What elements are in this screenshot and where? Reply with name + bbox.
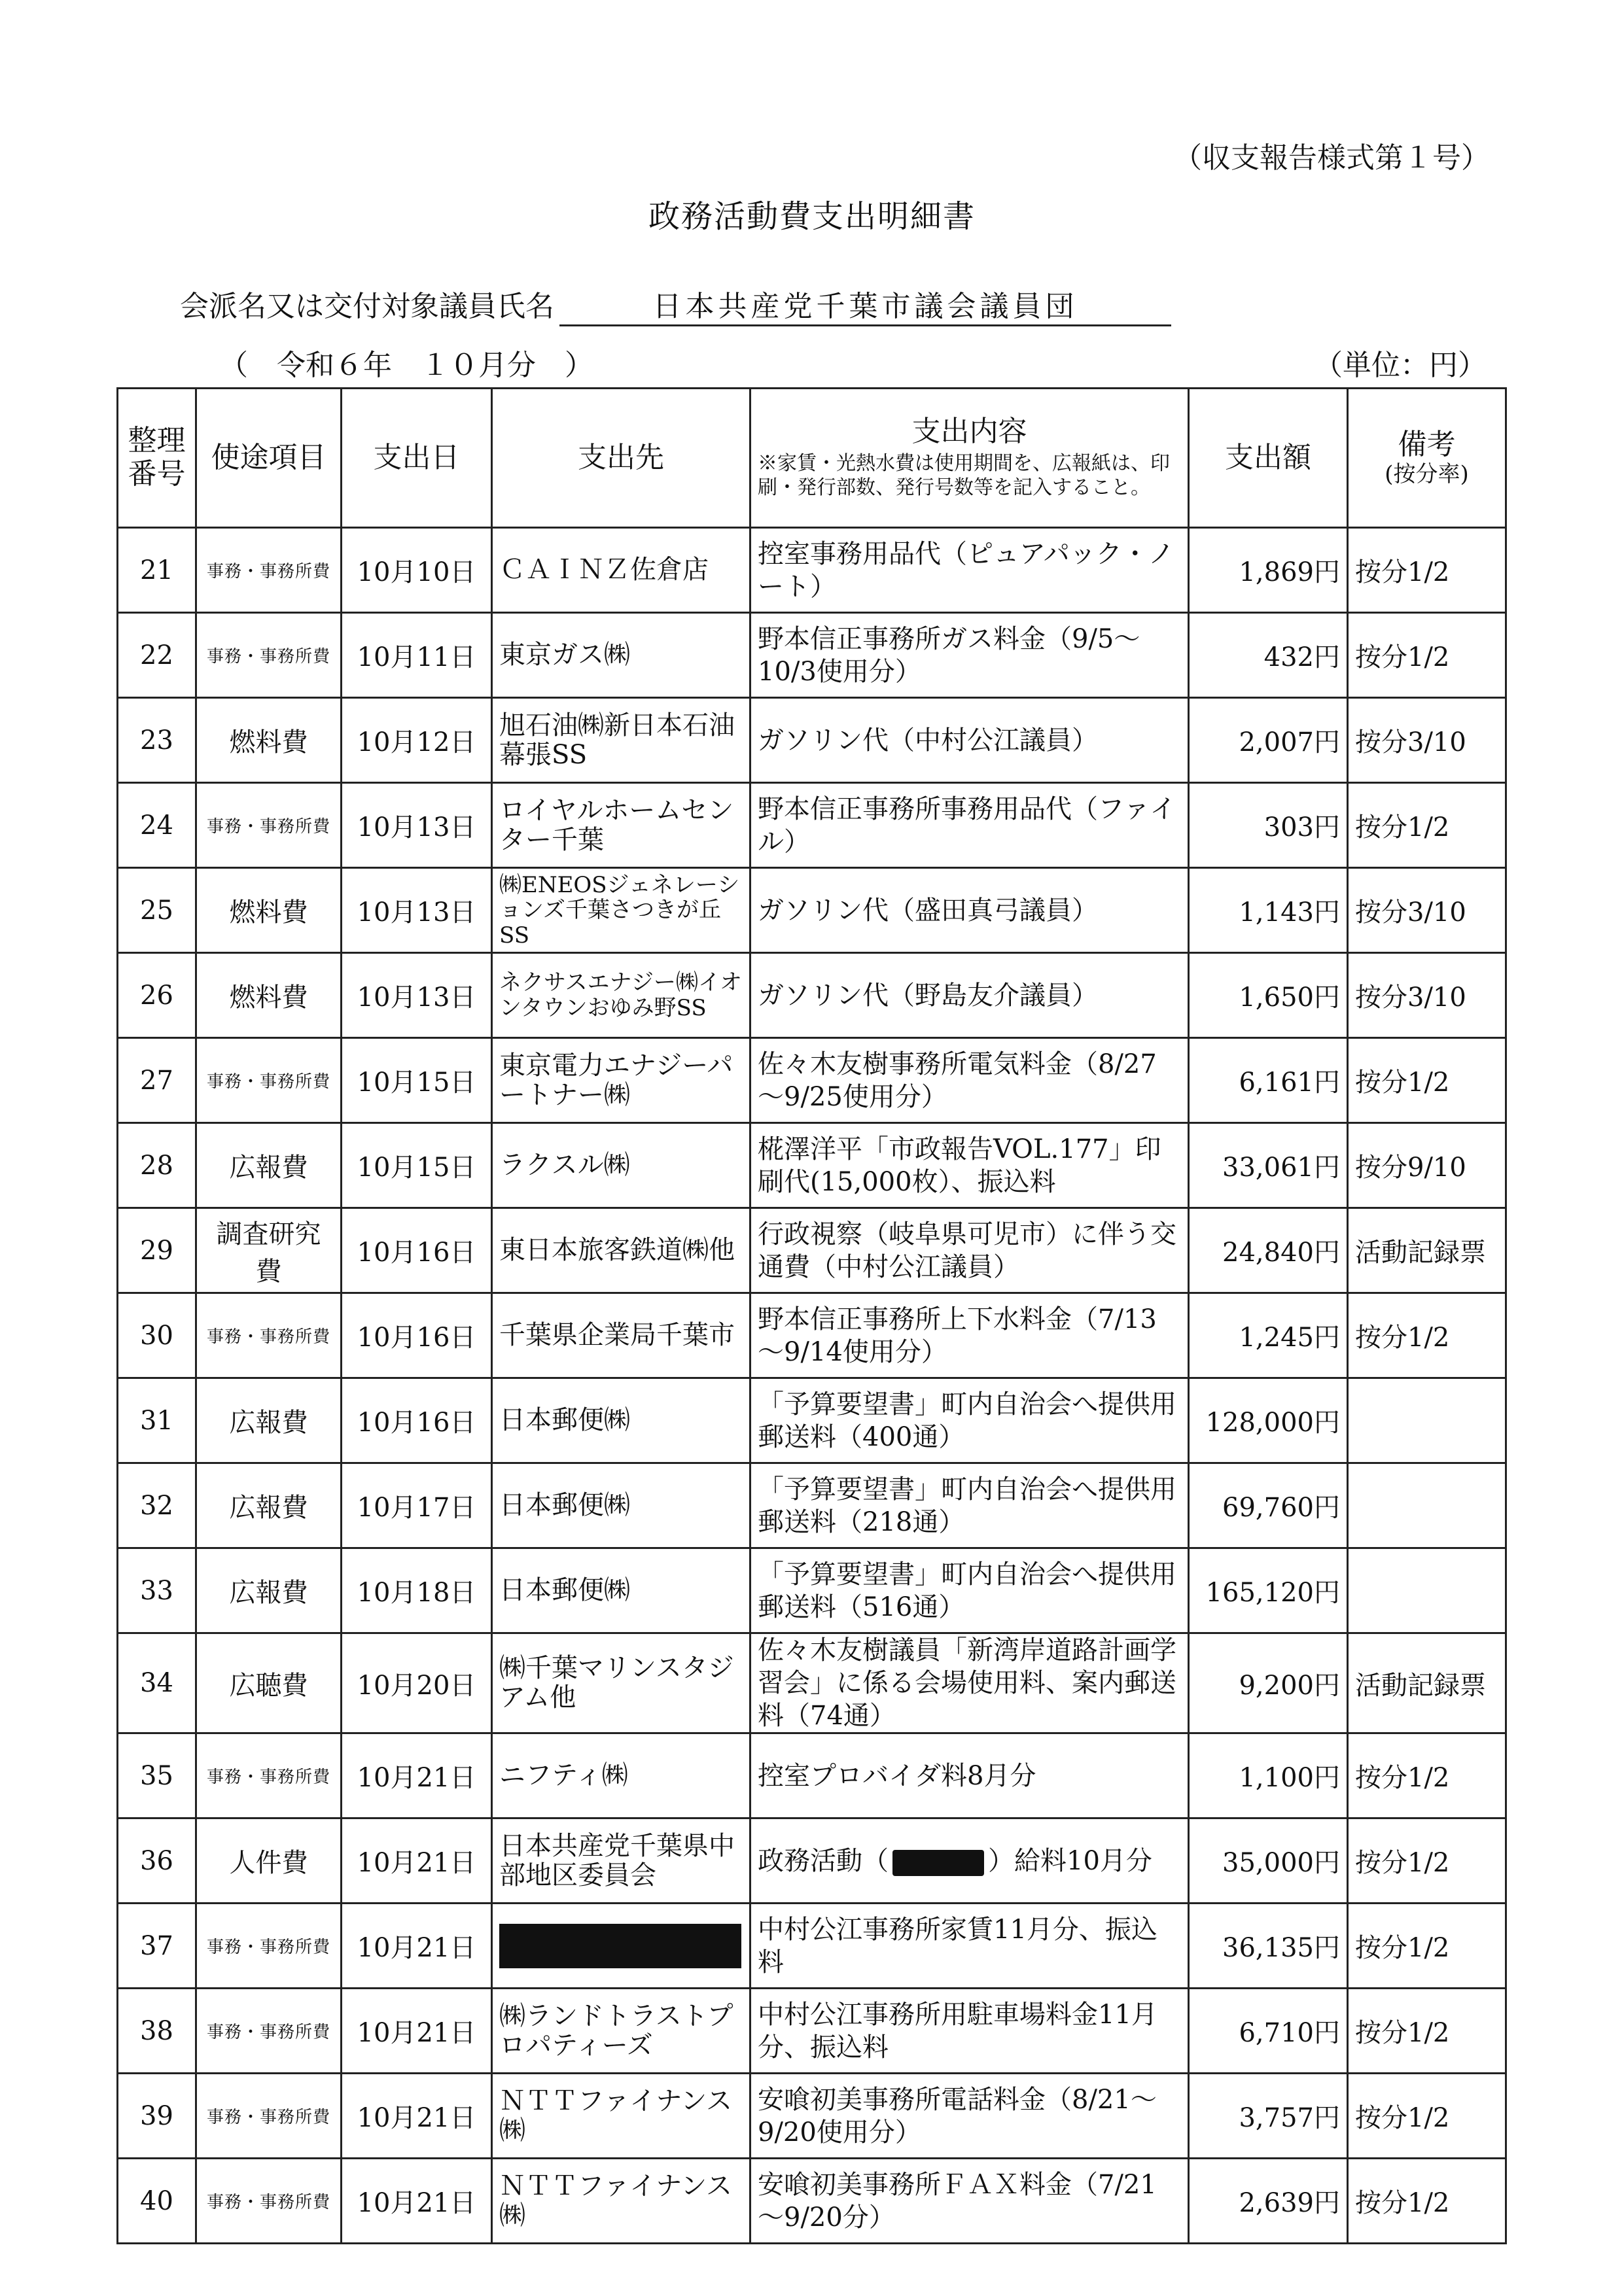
row-remarks: 按分1/2 xyxy=(1348,1989,1506,2074)
row-amount: 6,710円 xyxy=(1189,1989,1348,2074)
table-row xyxy=(118,1123,1506,1208)
table-row xyxy=(118,1463,1506,1548)
party-name: 日本共産党千葉市議会議員団 xyxy=(559,283,1171,326)
row-no: 21 xyxy=(118,528,196,613)
table-row xyxy=(118,1633,1506,1733)
table-row xyxy=(118,1293,1506,1378)
row-category: 広報費 xyxy=(196,1123,342,1208)
header-row xyxy=(118,389,1506,528)
row-payee: ＮＴＴファイナンス㈱ xyxy=(492,2159,750,2244)
row-description-pre: 政務活動（ xyxy=(758,1845,889,1876)
table-row xyxy=(118,1208,1506,1293)
row-amount: 9,200円 xyxy=(1189,1633,1348,1733)
row-description: 行政視察（岐阜県可児市）に伴う交通費（中村公江議員） xyxy=(750,1208,1189,1293)
row-description: 「予算要望書」町内自治会へ提供用郵送料（218通） xyxy=(750,1463,1189,1548)
row-remarks: 按分1/2 xyxy=(1348,528,1506,613)
row-date: 10月16日 xyxy=(342,1293,492,1378)
row-description xyxy=(750,1818,1189,1904)
table-row xyxy=(118,528,1506,613)
row-payee: ＮＴＴファイナンス㈱ xyxy=(492,2074,750,2159)
row-remarks: 按分3/10 xyxy=(1348,953,1506,1038)
table-row xyxy=(118,1989,1506,2074)
row-payee: 東京ガス㈱ xyxy=(492,613,750,698)
row-date: 10月21日 xyxy=(342,2159,492,2244)
table-row xyxy=(118,698,1506,783)
row-description: ガソリン代（盛田真弓議員） xyxy=(750,868,1189,953)
row-no: 29 xyxy=(118,1208,196,1293)
row-category: 事務・事務所費 xyxy=(196,1904,342,1989)
row-date: 10月17日 xyxy=(342,1463,492,1548)
row-amount: 1,100円 xyxy=(1189,1733,1348,1818)
row-date: 10月20日 xyxy=(342,1633,492,1733)
row-date: 10月13日 xyxy=(342,868,492,953)
row-amount: 303円 xyxy=(1189,783,1348,868)
row-description: 「予算要望書」町内自治会へ提供用郵送料（400通） xyxy=(750,1378,1189,1463)
row-category: 人件費 xyxy=(196,1818,342,1904)
row-no: 37 xyxy=(118,1904,196,1989)
row-no: 22 xyxy=(118,613,196,698)
row-no: 32 xyxy=(118,1463,196,1548)
row-remarks xyxy=(1348,1463,1506,1548)
row-payee: ロイヤルホームセンター千葉 xyxy=(492,783,750,868)
table-row xyxy=(118,1818,1506,1904)
row-payee: ㈱千葉マリンスタジアム他 xyxy=(492,1633,750,1733)
row-date: 10月13日 xyxy=(342,783,492,868)
header-remarks-sub: (按分率) xyxy=(1385,461,1469,487)
row-date: 10月18日 xyxy=(342,1548,492,1633)
row-payee: 東京電力エナジーパートナー㈱ xyxy=(492,1038,750,1123)
row-payee: ネクサスエナジー㈱イオンタウンおゆみ野SS xyxy=(492,953,750,1038)
row-category: 事務・事務所費 xyxy=(196,1733,342,1818)
row-date: 10月13日 xyxy=(342,953,492,1038)
header-description-title: 支出内容 xyxy=(911,415,1027,449)
row-remarks: 按分1/2 xyxy=(1348,783,1506,868)
table-row xyxy=(118,1548,1506,1633)
table-row xyxy=(118,2074,1506,2159)
row-payee: ㈱ENEOSジェネレーションズ千葉さつきが丘SS xyxy=(492,868,750,953)
row-description: 野本信正事務所上下水料金（7/13～9/14使用分） xyxy=(750,1293,1189,1378)
row-date: 10月21日 xyxy=(342,1818,492,1904)
row-payee: 日本郵便㈱ xyxy=(492,1378,750,1463)
row-category: 広報費 xyxy=(196,1378,342,1463)
row-category: 広報費 xyxy=(196,1548,342,1633)
header-description xyxy=(750,389,1189,528)
table-row xyxy=(118,2159,1506,2244)
row-category: 事務・事務所費 xyxy=(196,1038,342,1123)
row-no: 36 xyxy=(118,1818,196,1904)
row-date: 10月16日 xyxy=(342,1208,492,1293)
row-remarks: 按分1/2 xyxy=(1348,1818,1506,1904)
row-date: 10月21日 xyxy=(342,2074,492,2159)
header-amount: 支出額 xyxy=(1189,389,1348,528)
row-payee: 旭石油㈱新日本石油幕張SS xyxy=(492,698,750,783)
table-row xyxy=(118,868,1506,953)
row-no: 40 xyxy=(118,2159,196,2244)
row-category: 事務・事務所費 xyxy=(196,2074,342,2159)
form-number: （収支報告様式第１号） xyxy=(1173,141,1490,175)
row-remarks: 按分1/2 xyxy=(1348,1904,1506,1989)
row-date: 10月10日 xyxy=(342,528,492,613)
row-description: 控室プロバイダ料8月分 xyxy=(750,1733,1189,1818)
party-line xyxy=(180,283,1171,326)
header-date: 支出日 xyxy=(342,389,492,528)
header-no: 整理番号 xyxy=(118,389,196,528)
row-no: 30 xyxy=(118,1293,196,1378)
row-date: 10月15日 xyxy=(342,1123,492,1208)
row-amount: 6,161円 xyxy=(1189,1038,1348,1123)
row-remarks: 按分3/10 xyxy=(1348,868,1506,953)
row-payee: ラクスル㈱ xyxy=(492,1123,750,1208)
row-description: 野本信正事務所ガス料金（9/5～10/3使用分） xyxy=(750,613,1189,698)
row-remarks: 按分1/2 xyxy=(1348,613,1506,698)
row-amount: 1,245円 xyxy=(1189,1293,1348,1378)
row-date: 10月16日 xyxy=(342,1378,492,1463)
party-label: 会派名又は交付対象議員氏名 xyxy=(180,290,554,323)
row-no: 34 xyxy=(118,1633,196,1733)
expense-table xyxy=(116,387,1507,2244)
row-no: 28 xyxy=(118,1123,196,1208)
row-remarks xyxy=(1348,1548,1506,1633)
redaction-bar xyxy=(499,1924,741,1968)
row-no: 38 xyxy=(118,1989,196,2074)
row-description: 椛澤洋平「市政報告VOL.177」印刷代(15,000枚）、振込料 xyxy=(750,1123,1189,1208)
row-description: 野本信正事務所事務用品代（ファイル） xyxy=(750,783,1189,868)
row-category: 事務・事務所費 xyxy=(196,528,342,613)
row-amount: 69,760円 xyxy=(1189,1463,1348,1548)
row-description: 安喰初美事務所電話料金（8/21～9/20使用分） xyxy=(750,2074,1189,2159)
row-description: 「予算要望書」町内自治会へ提供用郵送料（516通） xyxy=(750,1548,1189,1633)
row-category: 事務・事務所費 xyxy=(196,1293,342,1378)
row-category: 燃料費 xyxy=(196,698,342,783)
row-amount: 1,650円 xyxy=(1189,953,1348,1038)
row-description: ガソリン代（中村公江議員） xyxy=(750,698,1189,783)
row-payee: ㈱ランドトラストプロパティーズ xyxy=(492,1989,750,2074)
row-description-post: ）給料10月分 xyxy=(988,1845,1152,1876)
table-row xyxy=(118,1038,1506,1123)
row-amount: 2,007円 xyxy=(1189,698,1348,783)
row-category: 事務・事務所費 xyxy=(196,1989,342,2074)
row-amount: 36,135円 xyxy=(1189,1904,1348,1989)
row-date: 10月12日 xyxy=(342,698,492,783)
row-no: 35 xyxy=(118,1733,196,1818)
row-no: 23 xyxy=(118,698,196,783)
row-amount: 1,143円 xyxy=(1189,868,1348,953)
row-payee: 東日本旅客鉄道㈱他 xyxy=(492,1208,750,1293)
table-row xyxy=(118,953,1506,1038)
row-category: 燃料費 xyxy=(196,953,342,1038)
table-row xyxy=(118,783,1506,868)
row-date: 10月15日 xyxy=(342,1038,492,1123)
row-amount: 128,000円 xyxy=(1189,1378,1348,1463)
row-no: 33 xyxy=(118,1548,196,1633)
row-category: 事務・事務所費 xyxy=(196,613,342,698)
row-remarks: 按分3/10 xyxy=(1348,698,1506,783)
row-amount: 2,639円 xyxy=(1189,2159,1348,2244)
row-date: 10月21日 xyxy=(342,1989,492,2074)
row-remarks xyxy=(1348,1378,1506,1463)
row-description: 佐々木友樹事務所電気料金（8/27～9/25使用分） xyxy=(750,1038,1189,1123)
row-no: 27 xyxy=(118,1038,196,1123)
table-row xyxy=(118,1733,1506,1818)
row-payee: 日本共産党千葉県中部地区委員会 xyxy=(492,1818,750,1904)
row-remarks: 活動記録票 xyxy=(1348,1633,1506,1733)
row-remarks: 按分1/2 xyxy=(1348,1733,1506,1818)
row-date: 10月21日 xyxy=(342,1733,492,1818)
row-description: 控室事務用品代（ピュアパック・ノート） xyxy=(750,528,1189,613)
row-remarks: 按分1/2 xyxy=(1348,1293,1506,1378)
row-payee: 千葉県企業局千葉市 xyxy=(492,1293,750,1378)
table-row xyxy=(118,613,1506,698)
row-category: 事務・事務所費 xyxy=(196,783,342,868)
row-amount: 3,757円 xyxy=(1189,2074,1348,2159)
row-category: 調査研究費 xyxy=(196,1208,342,1293)
row-description: 中村公江事務所家賃11月分、振込料 xyxy=(750,1904,1189,1989)
header-description-note: ※家賃・光熱水費は使用期間を、広報紙は、印刷・発行部数、発行号数等を記入すること。 xyxy=(758,451,1170,500)
row-category: 事務・事務所費 xyxy=(196,2159,342,2244)
header-remarks xyxy=(1348,389,1506,528)
row-payee: 日本郵便㈱ xyxy=(492,1548,750,1633)
row-amount: 35,000円 xyxy=(1189,1818,1348,1904)
document-title: 政務活動費支出明細書 xyxy=(648,198,976,235)
unit-label: （単位：円） xyxy=(1314,349,1487,382)
row-description: 安喰初美事務所ＦＡＸ料金（7/21～9/20分） xyxy=(750,2159,1189,2244)
header-remarks-title: 備考 xyxy=(1398,428,1456,462)
row-category: 広聴費 xyxy=(196,1633,342,1733)
row-description: ガソリン代（野島友介議員） xyxy=(750,953,1189,1038)
row-date: 10月21日 xyxy=(342,1904,492,1989)
row-description: 中村公江事務所用駐車場料金11月分、振込料 xyxy=(750,1989,1189,2074)
table-row xyxy=(118,1378,1506,1463)
row-amount: 1,869円 xyxy=(1189,528,1348,613)
row-amount: 33,061円 xyxy=(1189,1123,1348,1208)
row-no: 31 xyxy=(118,1378,196,1463)
row-remarks: 活動記録票 xyxy=(1348,1208,1506,1293)
row-amount: 432円 xyxy=(1189,613,1348,698)
row-remarks: 按分1/2 xyxy=(1348,2074,1506,2159)
row-no: 25 xyxy=(118,868,196,953)
row-payee xyxy=(492,1904,750,1989)
row-amount: 165,120円 xyxy=(1189,1548,1348,1633)
row-category: 燃料費 xyxy=(196,868,342,953)
row-remarks: 按分9/10 xyxy=(1348,1123,1506,1208)
row-remarks: 按分1/2 xyxy=(1348,1038,1506,1123)
row-date: 10月11日 xyxy=(342,613,492,698)
row-no: 24 xyxy=(118,783,196,868)
row-payee: ニフティ㈱ xyxy=(492,1733,750,1818)
row-payee: 日本郵便㈱ xyxy=(492,1463,750,1548)
row-no: 39 xyxy=(118,2074,196,2159)
row-category: 広報費 xyxy=(196,1463,342,1548)
row-amount: 24,840円 xyxy=(1189,1208,1348,1293)
header-category: 使途項目 xyxy=(196,389,342,528)
row-description: 佐々木友樹議員「新湾岸道路計画学習会」に係る会場使用料、案内郵送料（74通） xyxy=(750,1633,1189,1733)
report-period: （ 令和６年 １０月分 ） xyxy=(219,349,593,382)
row-payee: ＣＡＩＮＺ佐倉店 xyxy=(492,528,750,613)
redaction-bar xyxy=(892,1850,984,1876)
row-no: 26 xyxy=(118,953,196,1038)
row-remarks: 按分1/2 xyxy=(1348,2159,1506,2244)
header-payee: 支出先 xyxy=(492,389,750,528)
table-row xyxy=(118,1904,1506,1989)
